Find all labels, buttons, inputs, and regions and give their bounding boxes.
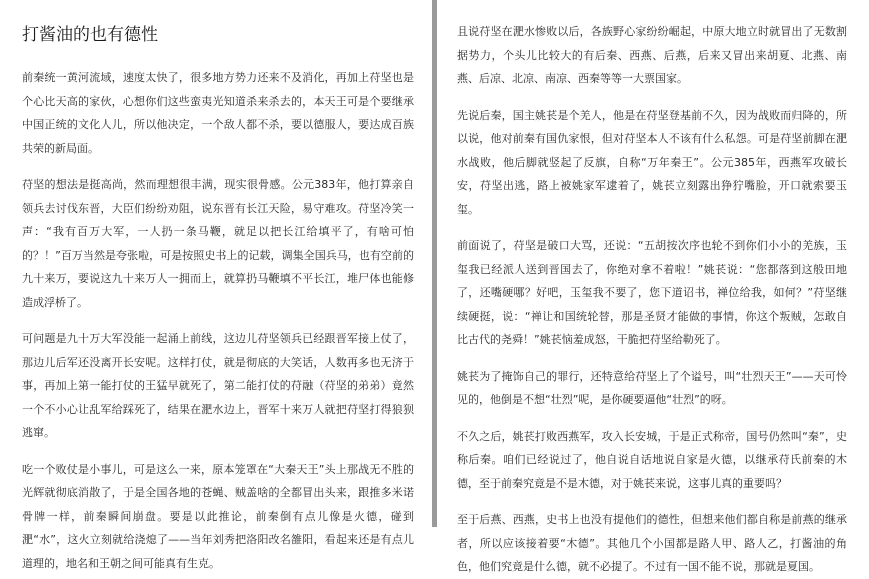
paragraph: 吃一个败仗是小事儿，可是这么一来，原本笼罩在“大秦天王”头上那战无不胜的光辉就彻底消散了，于是全国各地的苍蝇、贼盖啥的全都冒出头来，跟推多米诺骨牌一样，前秦瞬间崩盘。要是以此推论，前秦倒有点儿像是火德，碰到淝“水”，这火立刻就给浇熄了——当年刘秀把洛阳改名雒阳，看起来还是有点儿道理的，地名和王朝之间可能真有生克。 <box>22 462 414 570</box>
paragraph: 苻坚的想法是挺高尚，然而理想很丰满，现实很骨感。公元383年，他打算亲自领兵去讨伐东晋，大臣们纷纷劝阻，说东晋有长江天险，易守难攻。苻坚冷笑一声：“我有百万大军，一人扔一条马鞭，就足以把长江给填平了，有啥可怕的？！”百万当然是夸张啦，可是按照史书上的记载，调集全国兵马，也有空前的九十来万，要说这九十来万人一拥而上，就算扔马鞭填不平长江，堆尸体也能修造成浮桥了。 <box>22 178 414 309</box>
paragraph: 前面说了，苻坚是破口大骂，还说：“五胡按次序也轮不到你们小小的羌族，玉玺我已经派人送到晋国去了，你绝对拿不着啦！”姚苌说：“您都落到这般田地了，还嘴硬哪？好吧，玉玺我不要了，您下道诏书，禅位给我，如何？”苻坚继续硬挺，说：“禅让和国统轮替，那是圣贤才能做的事情，你这个叛贼，怎敢自比古代的尧舜！”姚苌恼羞成怒，干脆把苻坚给勒死了。 <box>457 239 847 346</box>
left-page <box>0 0 432 570</box>
paragraph: 至于后燕、西燕，史书上也没有提他们的德性，但想来他们都自称是前燕的继承者，所以应该接着要“木德”。其他几个小国都是路人甲、路人乙，打酱油的角色，他们究竟是什么德，就不必提了。不过有一国不能不说，那就是夏国。 <box>457 513 847 573</box>
right-page <box>437 0 869 573</box>
paragraph: 前秦统一黄河流域，速度太快了，很多地方势力还来不及消化，再加上苻坚也是个心比天高的家伙，心想你们这些蛮夷光知道杀来杀去的，本天王可是个要继承中国正统的文化人儿，所以他决定，一个敌人都不杀，要以德服人，要达成百族共荣的新局面。 <box>22 71 414 155</box>
paragraph: 且说苻坚在淝水惨败以后，各族野心家纷纷崛起，中原大地立时就冒出了无数割据势力，个头儿比较大的有后秦、西燕、后燕，后来又冒出来胡夏、北燕、南燕、后凉、北凉、南凉、西秦等等一大票国家。 <box>457 25 847 85</box>
paragraph: 先说后秦，国主姚苌是个羌人，他是在苻坚登基前不久，因为战败而归降的，所以说，他对前秦有国仇家恨，但对苻坚本人不该有什么私怨。可是苻坚前脚在淝水战败，他后脚就竖起了反旗，自称“万年秦王”。公元385年，西燕军攻破长安，苻坚出逃，路上被姚家军逮着了，姚苌立刻露出狰狞嘴脸，开口就索要玉玺。 <box>457 108 847 216</box>
paragraph: 姚苌为了掩饰自己的罪行，还特意给苻坚上了个谥号，叫“壮烈天王”——天可怜见的，他倒是不想“壮烈”呢，是你硬要逼他“壮烈”的呀。 <box>457 369 847 406</box>
paragraph: 可问题是九十万大军没能一起涌上前线，这边儿苻坚领兵已经跟晋军接上仗了，那边儿后军还没离开长安呢。这样打仗，就是彻底的大笑话，人数再多也无济于事，再加上第一能打仗的王猛早就死了，第二能打仗的苻融（苻坚的弟弟）竟然一个不小心让乱军给踩死了，结果在淝水边上，晋军十来万人就把苻坚打得狼狈逃窜。 <box>22 332 414 439</box>
chapter-title: 打酱油的也有德性 <box>22 25 158 45</box>
paragraph: 不久之后，姚苌打败西燕军，攻入长安城，于是正式称帝，国号仍然叫“秦”，史称后秦。咱们已经说过了，他自说自话地说自家是火德，以继承苻氏前秦的木德，至于前秦究竟是不是木德，对于姚苌来说，这事儿真的重要吗？ <box>457 429 847 490</box>
